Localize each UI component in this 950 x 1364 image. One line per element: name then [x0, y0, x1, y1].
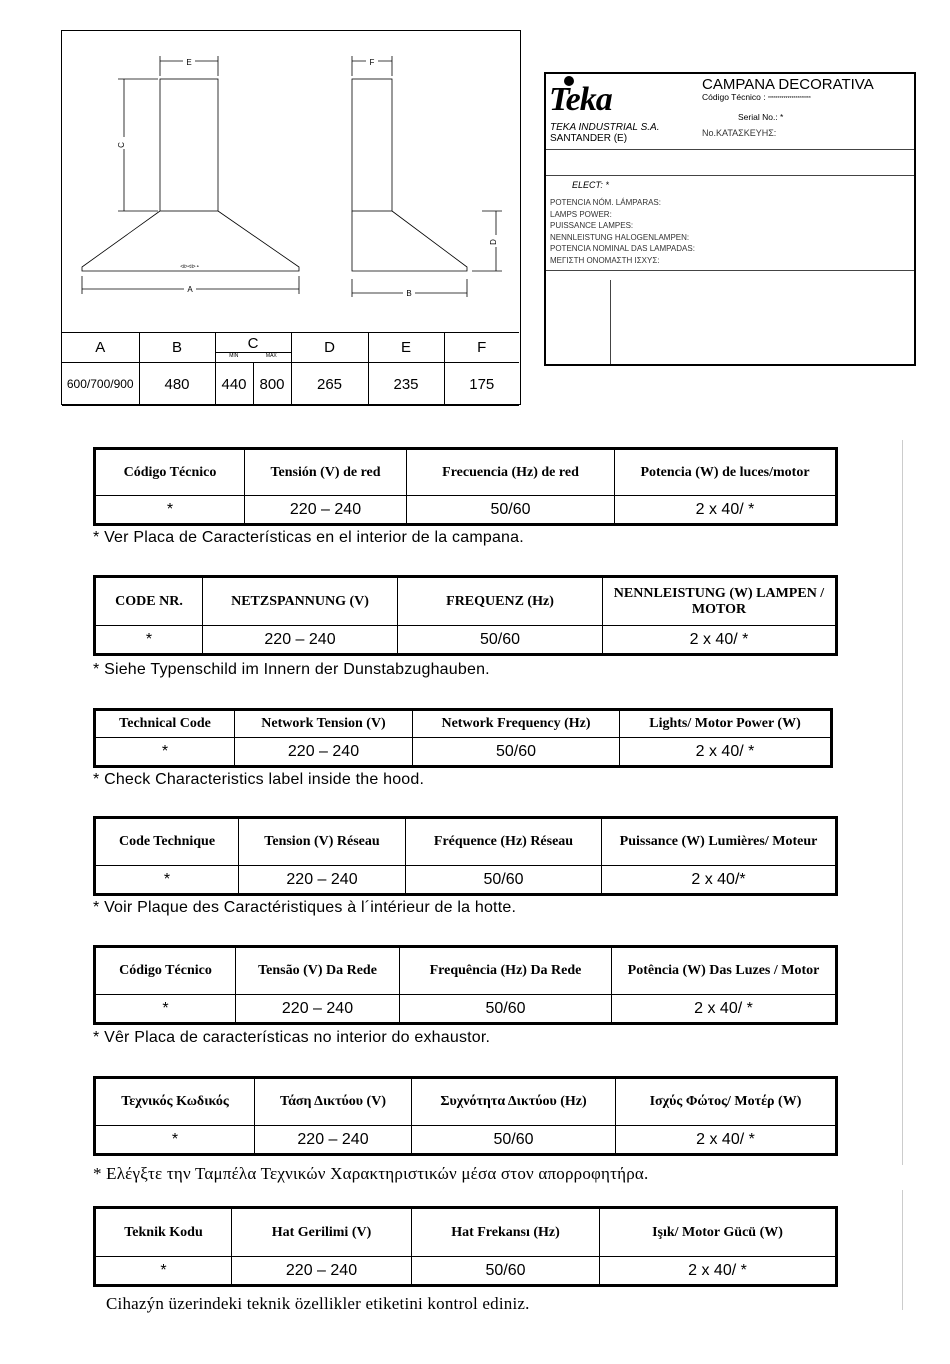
spec-table-es — [93, 447, 838, 526]
code-value: ********************** — [768, 96, 811, 102]
dim-value-d: 265 — [291, 363, 368, 406]
spec-table-en — [93, 708, 833, 768]
spec-value: 2 x 40/ * — [620, 738, 832, 767]
spec-value: * — [95, 1257, 232, 1286]
dim-label-c: C — [117, 142, 126, 148]
spec-value: 220 – 240 — [236, 995, 400, 1024]
spec-header: Network Frequency (Hz) — [413, 710, 620, 738]
spec-header: Ισχύς Φώτος/ Μοτέρ (W) — [616, 1078, 837, 1126]
spec-value: 50/60 — [413, 738, 620, 767]
power-line: PUISSANCE LAMPES: — [550, 221, 634, 230]
dim-label-e: E — [186, 58, 192, 67]
dim-value-f: 175 — [444, 363, 519, 406]
spec-header: Lights/ Motor Power (W) — [620, 710, 832, 738]
dim-label-d: D — [489, 239, 498, 245]
power-line: NENNLEISTUNG HALOGENLAMPEN: — [550, 232, 690, 242]
margin-rule — [902, 440, 903, 1165]
spec-note-es: * Ver Placa de Características en el interior de la campana. — [93, 529, 524, 546]
dim-value-c-max: 800 — [253, 363, 291, 406]
spec-header: Teknik Kodu — [95, 1208, 232, 1257]
code-label: Código Técnico : — [702, 92, 766, 102]
spec-header: Frequência (Hz) Da Rede — [400, 947, 612, 995]
dim-header-b: B — [139, 333, 215, 363]
spec-header: Τεχνικός Κωδικός — [95, 1078, 255, 1126]
plate-vertical-divider — [610, 280, 611, 364]
plate-divider — [546, 270, 914, 271]
spec-value: 50/60 — [406, 866, 602, 895]
spec-value: * — [95, 1126, 255, 1155]
spec-header: Hat Frekansı (Hz) — [412, 1208, 600, 1257]
spec-value: * — [95, 626, 203, 655]
code-line — [702, 92, 811, 102]
company-city: SANTANDER (E) — [550, 133, 628, 144]
technical-drawing — [61, 30, 521, 405]
spec-value: 220 – 240 — [245, 496, 407, 525]
spec-header: Συχνότητα Δικτύου (Hz) — [412, 1078, 616, 1126]
power-line: POTENCIA NOMINAL DAS LAMPADAS: — [550, 244, 695, 253]
spec-note-pt: * Vêr Placa de características no interior do exhaustor. — [93, 1029, 491, 1046]
front-canopy — [82, 211, 299, 271]
spec-value: * — [95, 496, 245, 525]
spec-value: 220 – 240 — [239, 866, 406, 895]
dim-value-c-min: 440 — [215, 363, 253, 406]
spec-value: 220 – 240 — [232, 1257, 412, 1286]
spec-table-pt — [93, 945, 838, 1025]
spec-note-fr: * Voir Plaque des Caractéristiques à l´intérieur de la hotte. — [93, 899, 517, 916]
spec-header: Código Técnico — [95, 947, 236, 995]
spec-value: 220 – 240 — [255, 1126, 412, 1155]
product-name: CAMPANA DECORATIVA — [702, 76, 874, 93]
dim-value-b: 480 — [139, 363, 215, 406]
spec-table-tr — [93, 1206, 838, 1287]
spec-value: 2 x 40/ * — [603, 626, 837, 655]
elect-label: ELECT: * — [572, 180, 609, 190]
spec-value: 50/60 — [412, 1126, 616, 1155]
spec-header: Frecuencia (Hz) de red — [407, 449, 615, 496]
spec-header: NETZSPANNUNG (V) — [203, 577, 398, 626]
dimensions-table — [62, 332, 519, 406]
c-max-label: MAX — [265, 353, 277, 359]
spec-value: * — [95, 738, 235, 767]
spec-value: 2 x 40/ * — [600, 1257, 837, 1286]
plate-divider — [546, 149, 914, 150]
dim-value-e: 235 — [368, 363, 444, 406]
spec-value: 2 x 40/ * — [615, 496, 837, 525]
serial-label: Serial No.: * — [738, 112, 784, 122]
spec-note-de: * Siehe Typenschild im Innern der Dunstabzughauben. — [93, 661, 490, 678]
greek-serial-label: No.ΚΑΤΑΣΚΕΥΗΣ: — [702, 128, 777, 138]
spec-value: 50/60 — [400, 995, 612, 1024]
spec-header: Τάση Δικτύου (V) — [255, 1078, 412, 1126]
spec-table-de — [93, 575, 838, 656]
spec-value: 220 – 240 — [203, 626, 398, 655]
power-line: ΜΕΓΙΣΤΗ ΟΝΟΜΑΣΤΗ ΙΣΧΥΣ: — [550, 255, 660, 265]
dim-header-c-label: C — [247, 335, 259, 352]
spec-header: Tensão (V) Da Rede — [236, 947, 400, 995]
spec-table-fr — [93, 816, 838, 896]
dim-value-a: 600/700/900 — [62, 363, 139, 406]
spec-header: Network Tension (V) — [235, 710, 413, 738]
dim-header-f: F — [444, 333, 519, 363]
rating-plate — [544, 72, 916, 366]
spec-value: 50/60 — [412, 1257, 600, 1286]
power-line: POTENCIA NÓM. LÁMPARAS: — [550, 198, 661, 207]
spec-value: 50/60 — [398, 626, 603, 655]
brand-logo: Teka — [549, 81, 612, 118]
power-line: LAMPS POWER: — [550, 209, 612, 219]
spec-header: CODE NR. — [95, 577, 203, 626]
spec-header: NENNLEISTUNG (W) LAMPEN / MOTOR — [603, 577, 837, 626]
dim-header-d: D — [291, 333, 368, 363]
spec-note-en: * Check Characteristics label inside the hood. — [93, 771, 425, 788]
spec-value: 50/60 — [407, 496, 615, 525]
c-min-max — [216, 352, 291, 359]
dim-header-e: E — [368, 333, 444, 363]
spec-header: Hat Gerilimi (V) — [232, 1208, 412, 1257]
spec-header: Potência (W) Das Luzes / Motor — [612, 947, 837, 995]
hood-drawing-svg — [62, 31, 519, 331]
spec-header: FREQUENZ (Hz) — [398, 577, 603, 626]
spec-header: Tensión (V) de red — [245, 449, 407, 496]
spec-table-el — [93, 1076, 838, 1156]
front-chimney — [160, 79, 218, 211]
spec-value: * — [95, 995, 236, 1024]
c-min-label: MIN — [229, 353, 239, 359]
spec-header: Puissance (W) Lumières/ Moteur — [602, 818, 837, 866]
spec-header: Código Técnico — [95, 449, 245, 496]
spec-header: Technical Code — [95, 710, 235, 738]
spec-note-tr: Cihazýn üzerindeki teknik özellikler etiketini kontrol ediniz. — [106, 1294, 530, 1313]
dim-header-a: A — [62, 333, 139, 363]
margin-rule — [902, 1190, 903, 1310]
spec-value: * — [95, 866, 239, 895]
dim-label-b: B — [406, 289, 412, 298]
spec-header: Tension (V) Réseau — [239, 818, 406, 866]
dim-label-a: A — [187, 285, 193, 294]
spec-value: 2 x 40/* — [602, 866, 837, 895]
dim-label-f: F — [369, 58, 375, 67]
spec-header: Işık/ Motor Gücü (W) — [600, 1208, 837, 1257]
power-lines — [550, 197, 695, 266]
spec-value: 220 – 240 — [235, 738, 413, 767]
company-name: TEKA INDUSTRIAL S.A. — [550, 122, 660, 133]
side-canopy — [352, 211, 467, 271]
side-chimney — [352, 79, 392, 211]
plate-divider — [546, 175, 914, 176]
spec-header: Code Technique — [95, 818, 239, 866]
spec-value: 2 x 40/ * — [616, 1126, 837, 1155]
spec-note-el: * Ελέγξτε την Ταμπέλα Τεχνικών Χαρακτηριστικών μέσα στον απορροφητήρα. — [93, 1164, 649, 1183]
spec-value: 2 x 40/ * — [612, 995, 837, 1024]
spec-header: Potencia (W) de luces/motor — [615, 449, 837, 496]
dim-header-c — [215, 333, 291, 363]
spec-header: Fréquence (Hz) Réseau — [406, 818, 602, 866]
lamp-marks: ᐊᐅᐊᐅ⚬ — [180, 264, 200, 270]
